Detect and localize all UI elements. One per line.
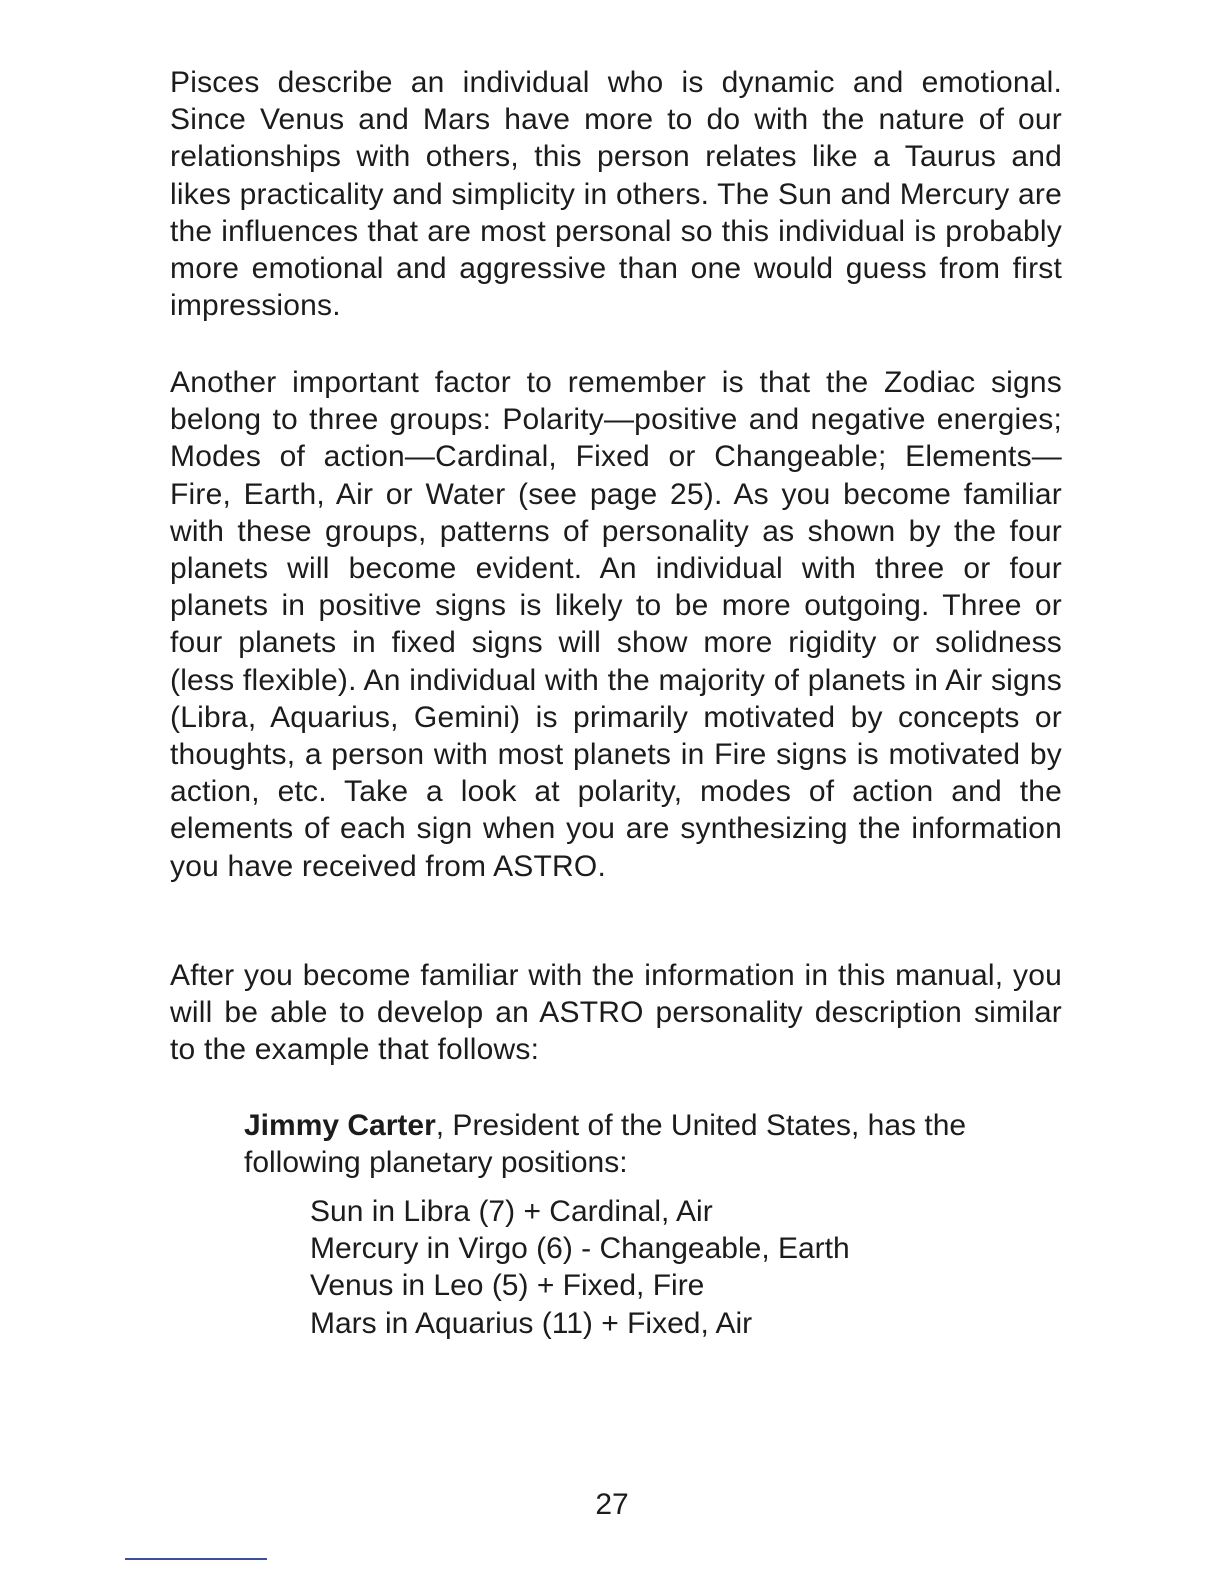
position-mercury: Mercury in Virgo (6) - Changeable, Earth: [310, 1232, 850, 1266]
paragraph-after-familiar: After you become familiar with the information in this manual, you will be able to develop an ASTRO personality description similar to the example that follows:: [170, 959, 1062, 1067]
example-intro: [244, 1107, 1024, 1181]
paragraph-zodiac-groups: Another important factor to remember is that the Zodiac signs belong to three groups: Polarity—positive and negative energies; Modes of action—Cardinal, Fixed or Changeable; Elements—Fire, Earth, Air or Water (see page 25). As you become familiar with these groups, patterns of personality as shown by the four planets will become evident. An individual with three or four planets in positive signs is likely to be more outgoing. Three or four planets in fixed signs will show more rigidity or solidness (less flexible). An individual with the majority of planets in Air signs (Libra, Aquarius, Gemini) is primarily motivated by concepts or thoughts, a person with most planets in Fire signs is motivated by action, etc. Take a look at polarity, modes of action and the elements of each sign when you are synthesizing the information you have received from ASTRO.: [170, 366, 1062, 883]
footer-rule: [125, 1558, 267, 1560]
position-venus: Venus in Leo (5) + Fixed, Fire: [310, 1269, 705, 1303]
example-name: Jimmy Carter: [244, 1109, 436, 1142]
position-mars: Mars in Aquarius (11) + Fixed, Air: [310, 1306, 753, 1340]
position-sun: Sun in Libra (7) + Cardinal, Air: [310, 1195, 713, 1228]
example-intro-text: , President of the United States, has the following planetary positions:: [244, 1109, 967, 1180]
page-number: 27: [595, 1488, 629, 1521]
planetary-positions-list: [310, 1193, 1010, 1342]
paragraph-pisces: Pisces describe an individual who is dynamic and emotional. Since Venus and Mars have more to do with the nature of our relationships with others, this person relates like a Taurus and likes practicality and simplicity in others. The Sun and Mercury are the influences that are most personal so this individual is probably more emotional and aggressive than one would guess from first impressions.: [170, 66, 1062, 323]
